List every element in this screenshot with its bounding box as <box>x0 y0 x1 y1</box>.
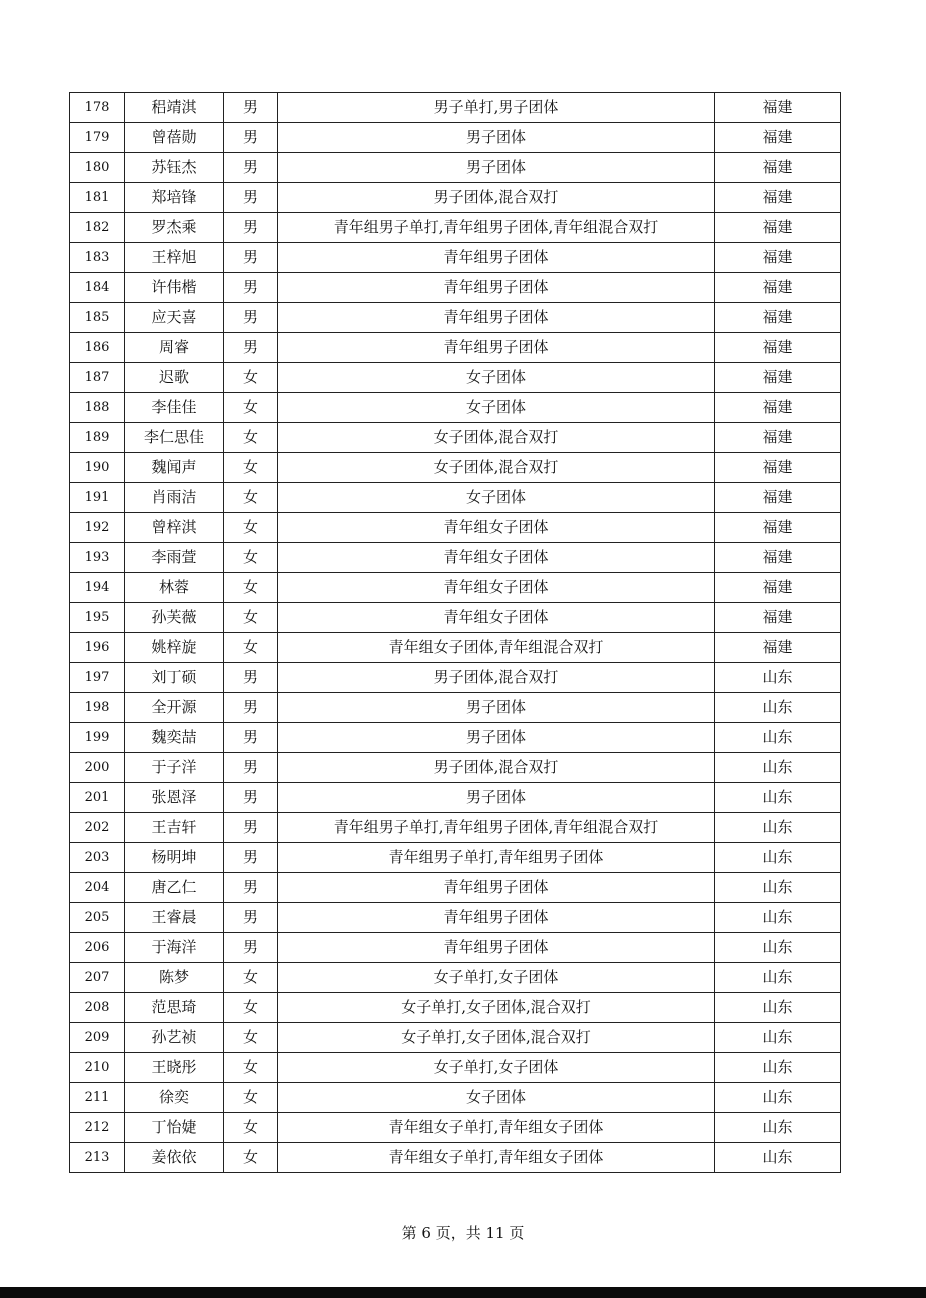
athlete-name-cell: 孙艺祯 <box>125 1023 224 1053</box>
table-row <box>70 243 841 273</box>
table-row <box>70 333 841 363</box>
province-cell: 福建 <box>715 573 841 603</box>
athlete-name-cell: 李佳佳 <box>125 393 224 423</box>
row-number-cell: 202 <box>70 813 125 843</box>
province-cell: 福建 <box>715 423 841 453</box>
gender-cell: 女 <box>224 633 278 663</box>
athlete-name-cell: 王吉轩 <box>125 813 224 843</box>
gender-cell: 女 <box>224 993 278 1023</box>
province-cell: 山东 <box>715 903 841 933</box>
events-cell: 青年组男子单打,青年组男子团体,青年组混合双打 <box>278 213 715 243</box>
province-cell: 福建 <box>715 513 841 543</box>
table-row <box>70 213 841 243</box>
province-cell: 福建 <box>715 303 841 333</box>
athlete-name-cell: 肖雨洁 <box>125 483 224 513</box>
gender-cell: 男 <box>224 333 278 363</box>
athlete-name-cell: 曾蓓勋 <box>125 123 224 153</box>
events-cell: 女子团体 <box>278 1083 715 1113</box>
province-cell: 山东 <box>715 813 841 843</box>
row-number-cell: 194 <box>70 573 125 603</box>
events-cell: 青年组女子单打,青年组女子团体 <box>278 1143 715 1173</box>
gender-cell: 女 <box>224 453 278 483</box>
events-cell: 青年组女子团体,青年组混合双打 <box>278 633 715 663</box>
events-cell: 男子团体 <box>278 723 715 753</box>
athlete-name-cell: 唐乙仁 <box>125 873 224 903</box>
province-cell: 山东 <box>715 1083 841 1113</box>
province-cell: 福建 <box>715 183 841 213</box>
gender-cell: 女 <box>224 1083 278 1113</box>
table-row <box>70 363 841 393</box>
table-row <box>70 633 841 663</box>
row-number-cell: 196 <box>70 633 125 663</box>
athlete-name-cell: 杨明坤 <box>125 843 224 873</box>
row-number-cell: 197 <box>70 663 125 693</box>
gender-cell: 男 <box>224 783 278 813</box>
province-cell: 山东 <box>715 723 841 753</box>
table-row <box>70 123 841 153</box>
province-cell: 山东 <box>715 873 841 903</box>
athlete-name-cell: 姚梓旋 <box>125 633 224 663</box>
gender-cell: 女 <box>224 423 278 453</box>
row-number-cell: 208 <box>70 993 125 1023</box>
events-cell: 男子团体 <box>278 153 715 183</box>
events-cell: 女子团体 <box>278 393 715 423</box>
events-cell: 青年组男子团体 <box>278 933 715 963</box>
province-cell: 山东 <box>715 843 841 873</box>
table-row <box>70 393 841 423</box>
gender-cell: 女 <box>224 363 278 393</box>
events-cell: 女子团体,混合双打 <box>278 423 715 453</box>
athlete-name-cell: 丁怡婕 <box>125 1113 224 1143</box>
events-cell: 女子单打,女子团体,混合双打 <box>278 993 715 1023</box>
athlete-name-cell: 全开源 <box>125 693 224 723</box>
gender-cell: 男 <box>224 813 278 843</box>
table-row <box>70 1083 841 1113</box>
table-row <box>70 963 841 993</box>
province-cell: 福建 <box>715 453 841 483</box>
row-number-cell: 213 <box>70 1143 125 1173</box>
athlete-name-cell: 刘丁硕 <box>125 663 224 693</box>
row-number-cell: 192 <box>70 513 125 543</box>
province-cell: 福建 <box>715 153 841 183</box>
gender-cell: 男 <box>224 663 278 693</box>
events-cell: 青年组女子团体 <box>278 513 715 543</box>
province-cell: 山东 <box>715 963 841 993</box>
events-cell: 男子单打,男子团体 <box>278 93 715 123</box>
gender-cell: 女 <box>224 573 278 603</box>
gender-cell: 男 <box>224 933 278 963</box>
athlete-name-cell: 范思琦 <box>125 993 224 1023</box>
gender-cell: 男 <box>224 723 278 753</box>
row-number-cell: 199 <box>70 723 125 753</box>
events-cell: 男子团体 <box>278 783 715 813</box>
athlete-name-cell: 迟歌 <box>125 363 224 393</box>
province-cell: 山东 <box>715 1143 841 1173</box>
table-row <box>70 783 841 813</box>
athlete-name-cell: 徐奕 <box>125 1083 224 1113</box>
row-number-cell: 185 <box>70 303 125 333</box>
province-cell: 福建 <box>715 483 841 513</box>
row-number-cell: 182 <box>70 213 125 243</box>
table-row <box>70 1113 841 1143</box>
table-row <box>70 303 841 333</box>
row-number-cell: 187 <box>70 363 125 393</box>
gender-cell: 男 <box>224 903 278 933</box>
gender-cell: 女 <box>224 603 278 633</box>
table-row <box>70 1023 841 1053</box>
table-row <box>70 843 841 873</box>
table-row <box>70 483 841 513</box>
gender-cell: 女 <box>224 393 278 423</box>
athlete-name-cell: 李雨萱 <box>125 543 224 573</box>
events-cell: 青年组男子团体 <box>278 243 715 273</box>
gender-cell: 女 <box>224 1143 278 1173</box>
province-cell: 福建 <box>715 243 841 273</box>
table-row <box>70 93 841 123</box>
row-number-cell: 193 <box>70 543 125 573</box>
athlete-name-cell: 李仁思佳 <box>125 423 224 453</box>
row-number-cell: 204 <box>70 873 125 903</box>
table-row <box>70 423 841 453</box>
province-cell: 山东 <box>715 1023 841 1053</box>
events-cell: 青年组男子团体 <box>278 303 715 333</box>
row-number-cell: 209 <box>70 1023 125 1053</box>
events-cell: 青年组女子团体 <box>278 603 715 633</box>
row-number-cell: 178 <box>70 93 125 123</box>
province-cell: 山东 <box>715 1113 841 1143</box>
gender-cell: 女 <box>224 1023 278 1053</box>
row-number-cell: 188 <box>70 393 125 423</box>
events-cell: 男子团体,混合双打 <box>278 663 715 693</box>
row-number-cell: 201 <box>70 783 125 813</box>
gender-cell: 男 <box>224 183 278 213</box>
events-cell: 女子团体 <box>278 363 715 393</box>
province-cell: 山东 <box>715 993 841 1023</box>
table-row <box>70 273 841 303</box>
row-number-cell: 189 <box>70 423 125 453</box>
gender-cell: 男 <box>224 753 278 783</box>
province-cell: 福建 <box>715 93 841 123</box>
athlete-name-cell: 林蓉 <box>125 573 224 603</box>
athlete-name-cell: 孙芙薇 <box>125 603 224 633</box>
table-row <box>70 183 841 213</box>
events-cell: 青年组男子团体 <box>278 873 715 903</box>
athlete-name-cell: 于海洋 <box>125 933 224 963</box>
table-row <box>70 663 841 693</box>
table-row <box>70 153 841 183</box>
province-cell: 山东 <box>715 753 841 783</box>
events-cell: 青年组男子单打,青年组男子团体,青年组混合双打 <box>278 813 715 843</box>
gender-cell: 男 <box>224 273 278 303</box>
province-cell: 福建 <box>715 633 841 663</box>
province-cell: 山东 <box>715 1053 841 1083</box>
gender-cell: 男 <box>224 243 278 273</box>
events-cell: 男子团体 <box>278 123 715 153</box>
row-number-cell: 211 <box>70 1083 125 1113</box>
province-cell: 福建 <box>715 363 841 393</box>
events-cell: 青年组男子团体 <box>278 903 715 933</box>
events-cell: 女子单打,女子团体,混合双打 <box>278 1023 715 1053</box>
table-row <box>70 543 841 573</box>
row-number-cell: 190 <box>70 453 125 483</box>
gender-cell: 男 <box>224 303 278 333</box>
athlete-name-cell: 陈梦 <box>125 963 224 993</box>
gender-cell: 男 <box>224 213 278 243</box>
athlete-name-cell: 姜依依 <box>125 1143 224 1173</box>
row-number-cell: 184 <box>70 273 125 303</box>
table-row <box>70 603 841 633</box>
table-row <box>70 453 841 483</box>
gender-cell: 女 <box>224 1113 278 1143</box>
gender-cell: 女 <box>224 963 278 993</box>
gender-cell: 男 <box>224 153 278 183</box>
gender-cell: 女 <box>224 1053 278 1083</box>
table-row <box>70 723 841 753</box>
events-cell: 女子单打,女子团体 <box>278 963 715 993</box>
table-row <box>70 1053 841 1083</box>
table-row <box>70 813 841 843</box>
row-number-cell: 207 <box>70 963 125 993</box>
row-number-cell: 205 <box>70 903 125 933</box>
athlete-name-cell: 郑培锋 <box>125 183 224 213</box>
province-cell: 福建 <box>715 543 841 573</box>
province-cell: 福建 <box>715 333 841 363</box>
athlete-name-cell: 罗杰乘 <box>125 213 224 243</box>
events-cell: 青年组女子团体 <box>278 543 715 573</box>
events-cell: 青年组男子团体 <box>278 273 715 303</box>
athlete-name-cell: 于子洋 <box>125 753 224 783</box>
events-cell: 女子团体 <box>278 483 715 513</box>
row-number-cell: 183 <box>70 243 125 273</box>
athlete-name-cell: 王晓彤 <box>125 1053 224 1083</box>
row-number-cell: 206 <box>70 933 125 963</box>
athlete-name-cell: 魏闻声 <box>125 453 224 483</box>
events-cell: 男子团体,混合双打 <box>278 183 715 213</box>
table-row <box>70 513 841 543</box>
athlete-name-cell: 魏奕喆 <box>125 723 224 753</box>
province-cell: 福建 <box>715 273 841 303</box>
row-number-cell: 179 <box>70 123 125 153</box>
gender-cell: 女 <box>224 543 278 573</box>
row-number-cell: 198 <box>70 693 125 723</box>
province-cell: 福建 <box>715 213 841 243</box>
events-cell: 青年组女子团体 <box>278 573 715 603</box>
table-row <box>70 903 841 933</box>
events-cell: 青年组女子单打,青年组女子团体 <box>278 1113 715 1143</box>
province-cell: 山东 <box>715 663 841 693</box>
row-number-cell: 191 <box>70 483 125 513</box>
province-cell: 福建 <box>715 123 841 153</box>
province-cell: 山东 <box>715 693 841 723</box>
events-cell: 青年组男子团体 <box>278 333 715 363</box>
events-cell: 女子单打,女子团体 <box>278 1053 715 1083</box>
row-number-cell: 200 <box>70 753 125 783</box>
athlete-name-cell: 许伟楷 <box>125 273 224 303</box>
gender-cell: 男 <box>224 93 278 123</box>
gender-cell: 男 <box>224 693 278 723</box>
athlete-name-cell: 王睿晨 <box>125 903 224 933</box>
events-cell: 女子团体,混合双打 <box>278 453 715 483</box>
gender-cell: 男 <box>224 123 278 153</box>
athlete-name-cell: 王梓旭 <box>125 243 224 273</box>
athlete-name-cell: 稆靖淇 <box>125 93 224 123</box>
row-number-cell: 195 <box>70 603 125 633</box>
row-number-cell: 203 <box>70 843 125 873</box>
province-cell: 山东 <box>715 933 841 963</box>
row-number-cell: 210 <box>70 1053 125 1083</box>
athlete-name-cell: 张恩泽 <box>125 783 224 813</box>
athlete-name-cell: 苏钰杰 <box>125 153 224 183</box>
table-row <box>70 693 841 723</box>
table-row <box>70 933 841 963</box>
row-number-cell: 180 <box>70 153 125 183</box>
events-cell: 男子团体,混合双打 <box>278 753 715 783</box>
province-cell: 福建 <box>715 393 841 423</box>
table-row <box>70 1143 841 1173</box>
gender-cell: 男 <box>224 843 278 873</box>
row-number-cell: 186 <box>70 333 125 363</box>
gender-cell: 女 <box>224 483 278 513</box>
table-row <box>70 993 841 1023</box>
page-number-footer: 第 6 页，共 11 页 <box>401 1224 525 1242</box>
table-row <box>70 753 841 783</box>
row-number-cell: 212 <box>70 1113 125 1143</box>
gender-cell: 女 <box>224 513 278 543</box>
events-cell: 青年组男子单打,青年组男子团体 <box>278 843 715 873</box>
row-number-cell: 181 <box>70 183 125 213</box>
athlete-name-cell: 曾梓淇 <box>125 513 224 543</box>
athlete-name-cell: 周睿 <box>125 333 224 363</box>
athlete-name-cell: 应天喜 <box>125 303 224 333</box>
province-cell: 山东 <box>715 783 841 813</box>
bottom-edge-bar <box>0 1287 926 1298</box>
table-row <box>70 573 841 603</box>
table-row <box>70 873 841 903</box>
athlete-roster-table <box>69 92 841 1173</box>
roster-body <box>70 93 841 1173</box>
events-cell: 男子团体 <box>278 693 715 723</box>
gender-cell: 男 <box>224 873 278 903</box>
province-cell: 福建 <box>715 603 841 633</box>
